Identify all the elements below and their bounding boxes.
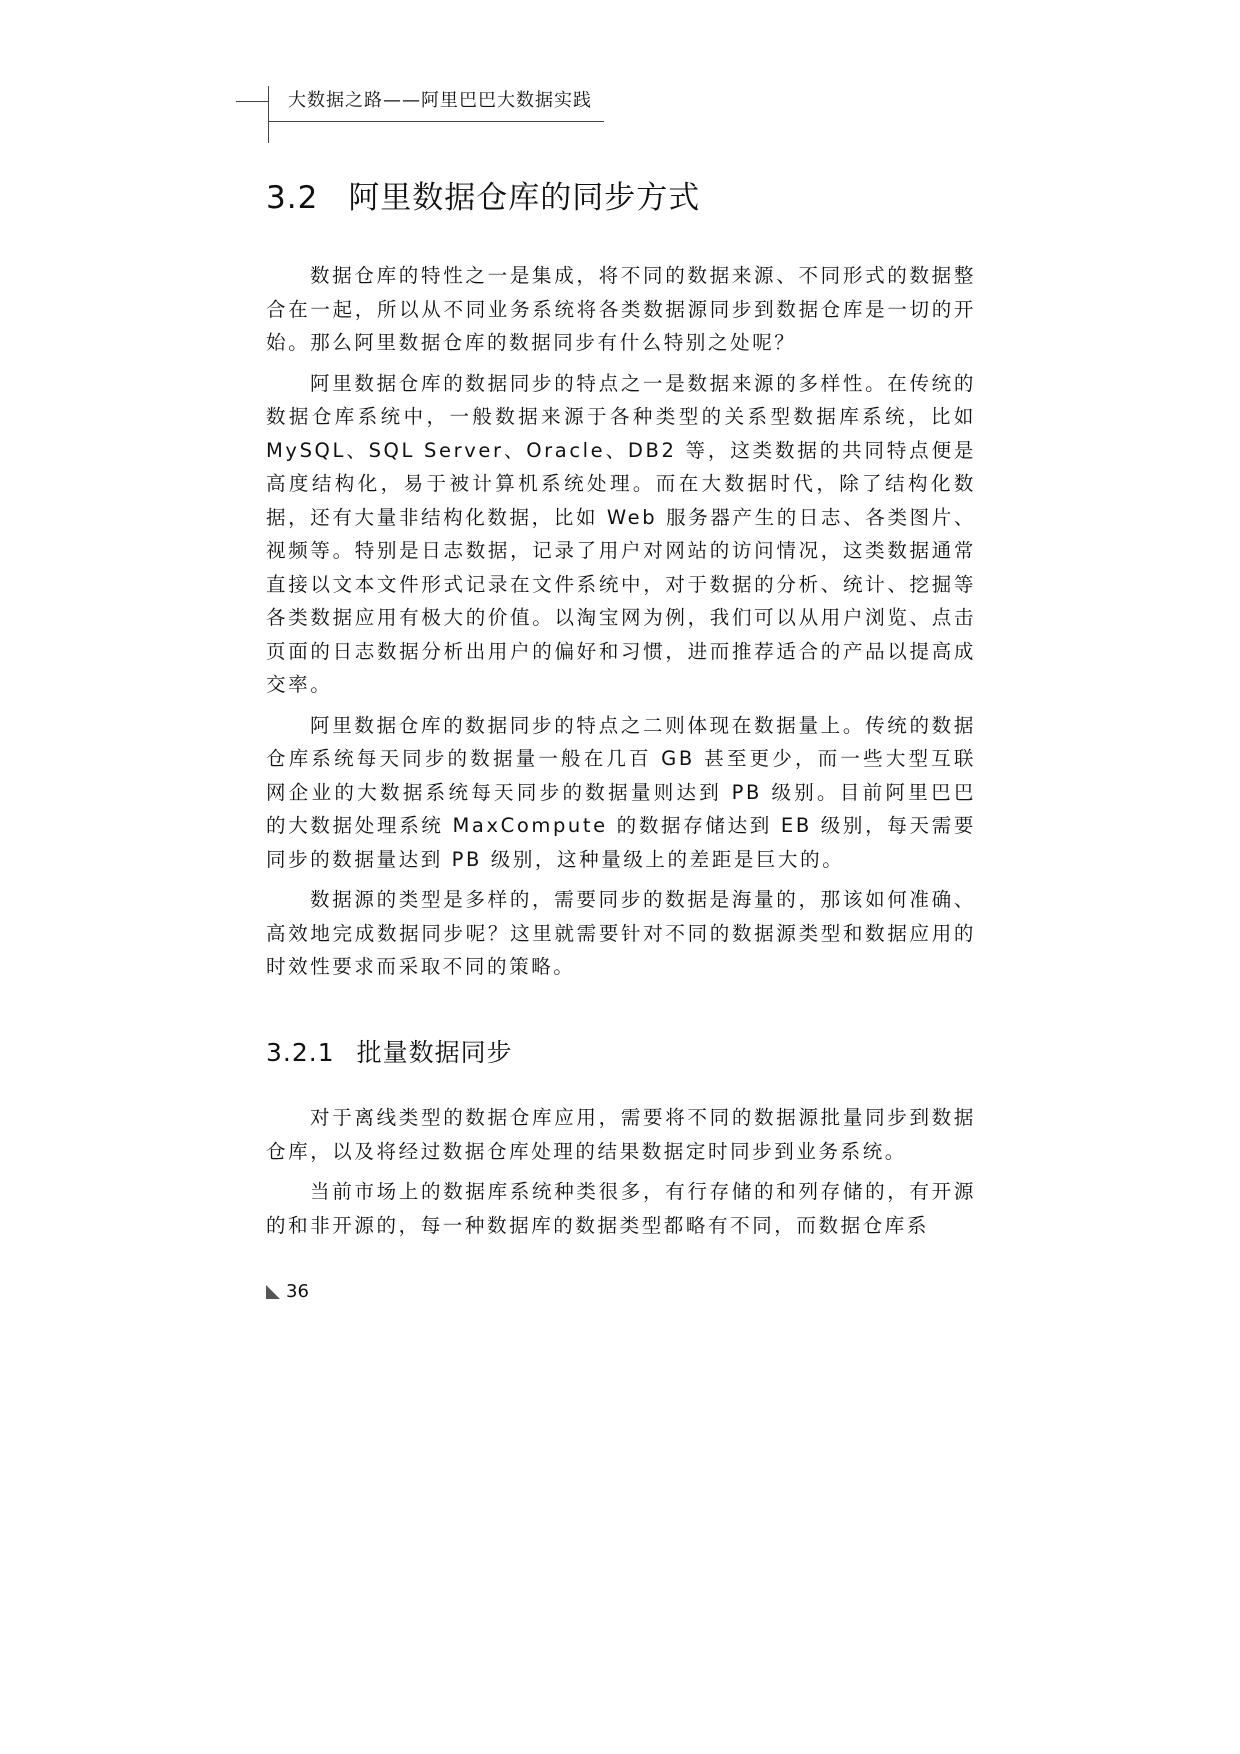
- paragraph: 阿里数据仓库的数据同步的特点之一是数据来源的多样性。在传统的数据仓库系统中，一般数据来源于各种类型的关系型数据库系统，比如 MySQL、SQL Server、Oracle、DB2 等，这类数据的共同特点便是高度结构化，易于被计算机系统处理。而在大数据时代，除了结构化数据，还有大量非结构化数据，比如 Web 服务器产生的日志、各类图片、视频等。特别是日志数据，记录了用户对网站的访问情况，这类数据通常直接以文本文件形式记录在文件系统中，对于数据的分析、统计、挖掘等各类数据应用有极大的价值。以淘宝网为例，我们可以从用户浏览、点击页面的日志数据分析出用户的偏好和习惯，进而推荐适合的产品以提高成交率。: [266, 371, 976, 696]
- header-rule-bottom: [268, 121, 604, 122]
- subsection-number: 3.2.1: [266, 1038, 335, 1067]
- paragraph: 数据源的类型是多样的，需要同步的数据是海量的，那该如何准确、高效地完成数据同步呢？这里就需要针对不同的数据源类型和数据应用的时效性要求而采取不同的策略。: [266, 888, 976, 978]
- header-rule-left: [236, 101, 269, 102]
- section-title: [266, 176, 700, 220]
- section-body: [266, 259, 976, 991]
- section-number: 3.2: [266, 180, 319, 216]
- paragraph: 对于离线类型的数据仓库应用，需要将不同的数据源批量同步到数据仓库，以及将经过数据仓库处理的结果数据定时同步到业务系统。: [266, 1106, 976, 1163]
- paragraph: 数据仓库的特性之一是集成，将不同的数据来源、不同形式的数据整合在一起，所以从不同业务系统将各类数据源同步到数据仓库是一切的开始。那么阿里数据仓库的数据同步有什么特别之处呢？: [266, 264, 976, 354]
- running-header: 大数据之路——阿里巴巴大数据实践: [288, 90, 592, 111]
- subsection-title-text: 批量数据同步: [356, 1038, 513, 1067]
- page-folio: [266, 1280, 309, 1304]
- subsection-title: [266, 1034, 513, 1072]
- subsection-body: [266, 1101, 976, 1249]
- page-number: 36: [286, 1281, 309, 1302]
- section-title-text: 阿里数据仓库的同步方式: [348, 180, 701, 216]
- paragraph: 阿里数据仓库的数据同步的特点之二则体现在数据量上。传统的数据仓库系统每天同步的数据量一般在几百 GB 甚至更少，而一些大型互联网企业的大数据系统每天同步的数据量则达到 PB 级别。目前阿里巴巴的大数据处理系统 MaxCompute 的数据存储达到 EB 级别，每天需要同步的数据量达到 PB 级别，这种量级上的差距是巨大的。: [266, 713, 976, 871]
- paragraph: 当前市场上的数据库系统种类很多，有行存储的和列存储的，有开源的和非开源的，每一种数据库的数据类型都略有不同，而数据仓库系: [266, 1180, 976, 1237]
- folio-triangle-icon: [266, 1285, 280, 1299]
- header-rule-vertical: [268, 86, 269, 143]
